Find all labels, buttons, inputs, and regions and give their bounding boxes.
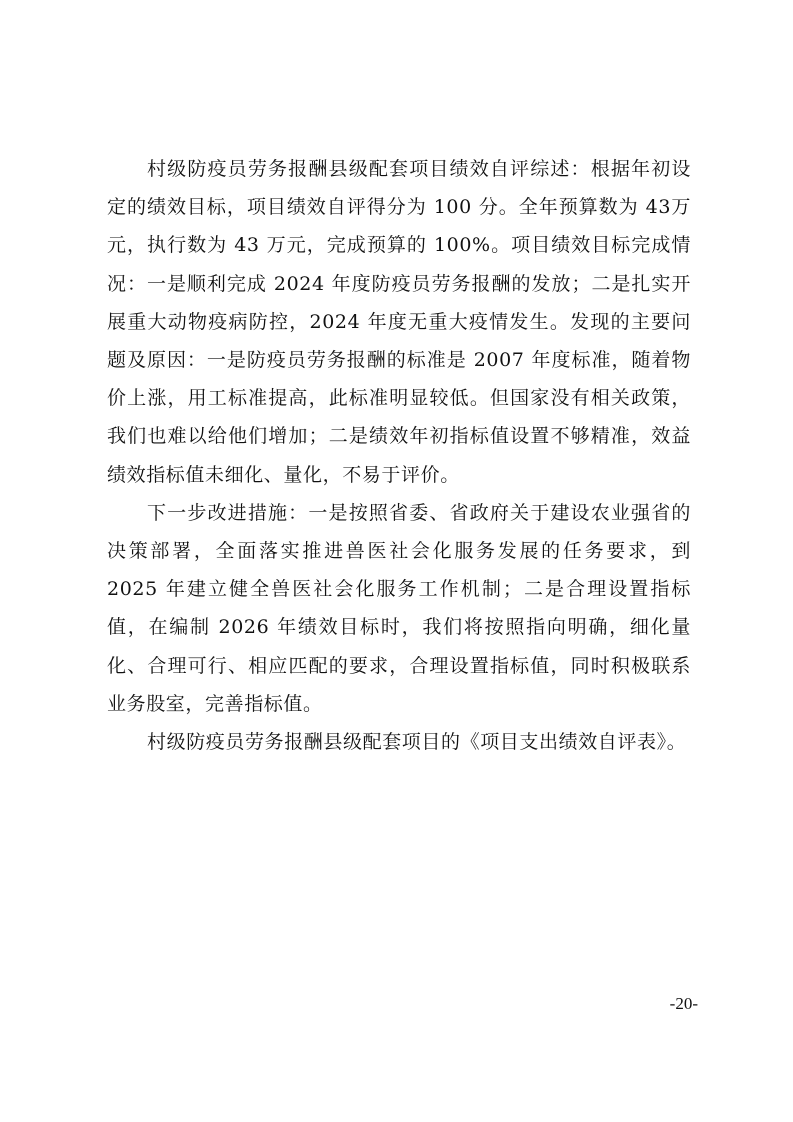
paragraph-improvement-measures: 下一步改进措施：一是按照省委、省政府关于建设农业强省的决策部署，全面落实推进兽医社会化服务发展的任务要求，到 2025 年建立健全兽医社会化服务工作机制；二是合理设置指标值，在编制 2026 年绩效目标时，我们将按照指向明确，细化量化、合理可行、相应匹配的要求，合理设置指标值，同时积极联系业务股室，完善指标值。 xyxy=(107,501,698,715)
paragraph-self-evaluation-summary: 村级防疫员劳务报酬县级配套项目绩效自评综述：根据年初设定的绩效目标，项目绩效自评得分为 100 分。全年预算数为 43万元，执行数为 43 万元，完成预算的 100%。项目绩效目标完成情况：一是顺利完成 2024 年度防疫员劳务报酬的发放；二是扎实开展重大动物疫病防控，2024 年度无重大疫情发生。发现的主要问题及原因：一是防疫员劳务报酬的标准是 2007 年度标准，随着物价上涨，用工标准提高，此标准明显较低。但国家没有相关政策，我们也难以给他们增加；二是绩效年初指标值设置不够精准，效益绩效指标值未细化、量化，不易于评价。 xyxy=(107,158,691,486)
paragraph-attachment-note: 村级防疫员劳务报酬县级配套项目的《项目支出绩效自评表》。 xyxy=(147,731,687,754)
document-body xyxy=(107,150,698,761)
page-number: -20- xyxy=(669,994,698,1013)
